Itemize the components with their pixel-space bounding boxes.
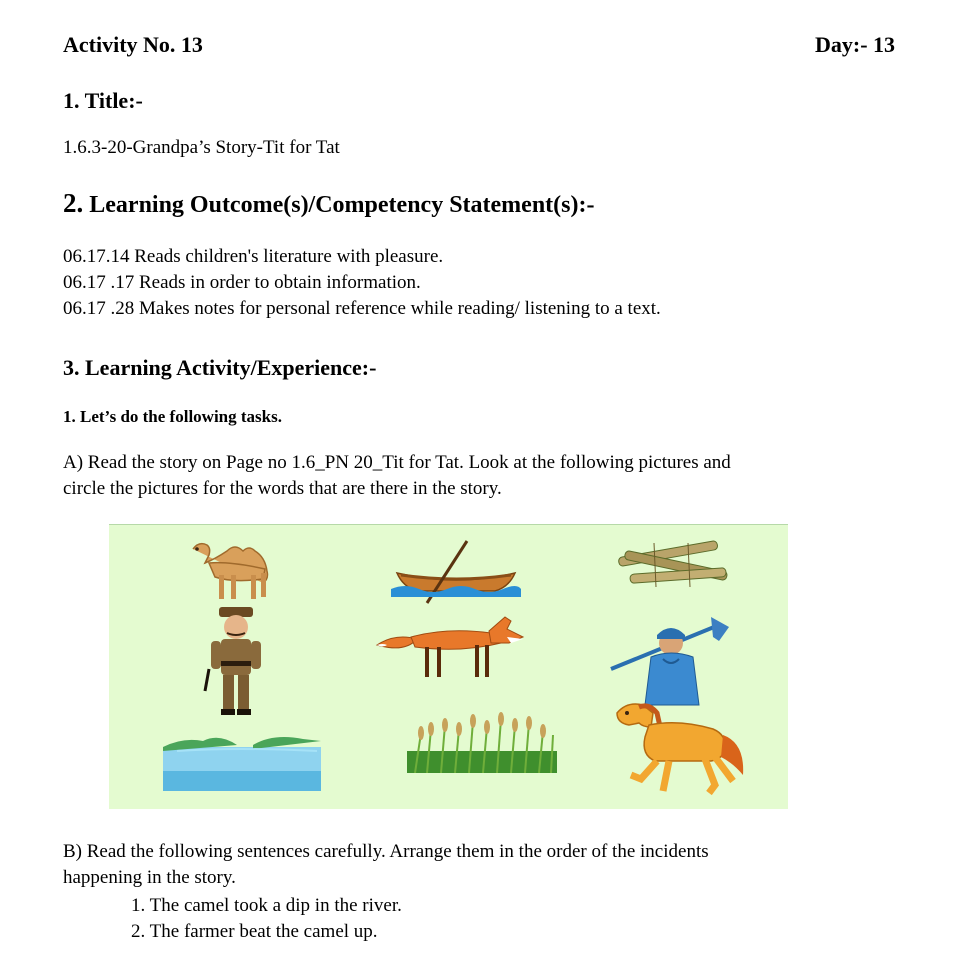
learning-outcome-item: 06.17 .28 Makes notes for personal reference while reading/ listening to a text.	[63, 298, 661, 319]
sentence-list	[131, 893, 402, 945]
section-2-heading	[63, 188, 594, 219]
section-1-heading	[63, 88, 143, 114]
activity-title-text: 1.6.3-20-Grandpa’s Story-Tit for Tat	[63, 137, 340, 158]
section-2-number: 2.	[63, 188, 84, 218]
learning-outcome-item: 06.17.14 Reads children's literature with pleasure.	[63, 246, 444, 267]
task-b-line: B) Read the following sentences carefully. Arrange them in the order of the incidents	[63, 841, 709, 862]
task-a-instructions	[63, 450, 731, 502]
task-a-line: circle the pictures for the words that are there in the story.	[63, 478, 502, 499]
crop-field-icon[interactable]	[407, 711, 557, 773]
boat-icon[interactable]	[391, 539, 521, 609]
section-2-heading-text: Learning Outcome(s)/Competency Statement(s):-	[89, 192, 595, 218]
task-a-line: A) Read the story on Page no 1.6_PN 20_Tit for Tat. Look at the following pictures and	[63, 452, 731, 473]
list-item: 2. The farmer beat the camel up.	[131, 921, 378, 942]
activity-number: Activity No. 13	[63, 32, 203, 57]
learning-outcome-list	[63, 244, 661, 322]
list-item: 1. The camel took a dip in the river.	[131, 895, 402, 916]
day-label: Day:- 13	[815, 32, 896, 57]
section-3-heading: 3. Learning Activity/Experience:-	[63, 355, 377, 380]
picture-panel	[109, 524, 788, 809]
horse-icon[interactable]	[609, 699, 749, 799]
sugarcane-icon[interactable]	[614, 535, 734, 595]
task-b-instructions	[63, 839, 709, 891]
fox-icon[interactable]	[371, 611, 531, 683]
task-heading: 1. Let’s do the following tasks.	[63, 407, 282, 426]
policeman-icon[interactable]	[201, 605, 271, 721]
section-1-heading-text: Title:-	[84, 88, 143, 113]
farmer-icon[interactable]	[607, 613, 737, 713]
section-1-number: 1.	[63, 88, 80, 113]
task-b-line: happening in the story.	[63, 867, 236, 888]
learning-outcome-item: 06.17 .17 Reads in order to obtain information.	[63, 272, 421, 293]
river-icon[interactable]	[157, 731, 327, 793]
camel-icon[interactable]	[179, 535, 289, 605]
